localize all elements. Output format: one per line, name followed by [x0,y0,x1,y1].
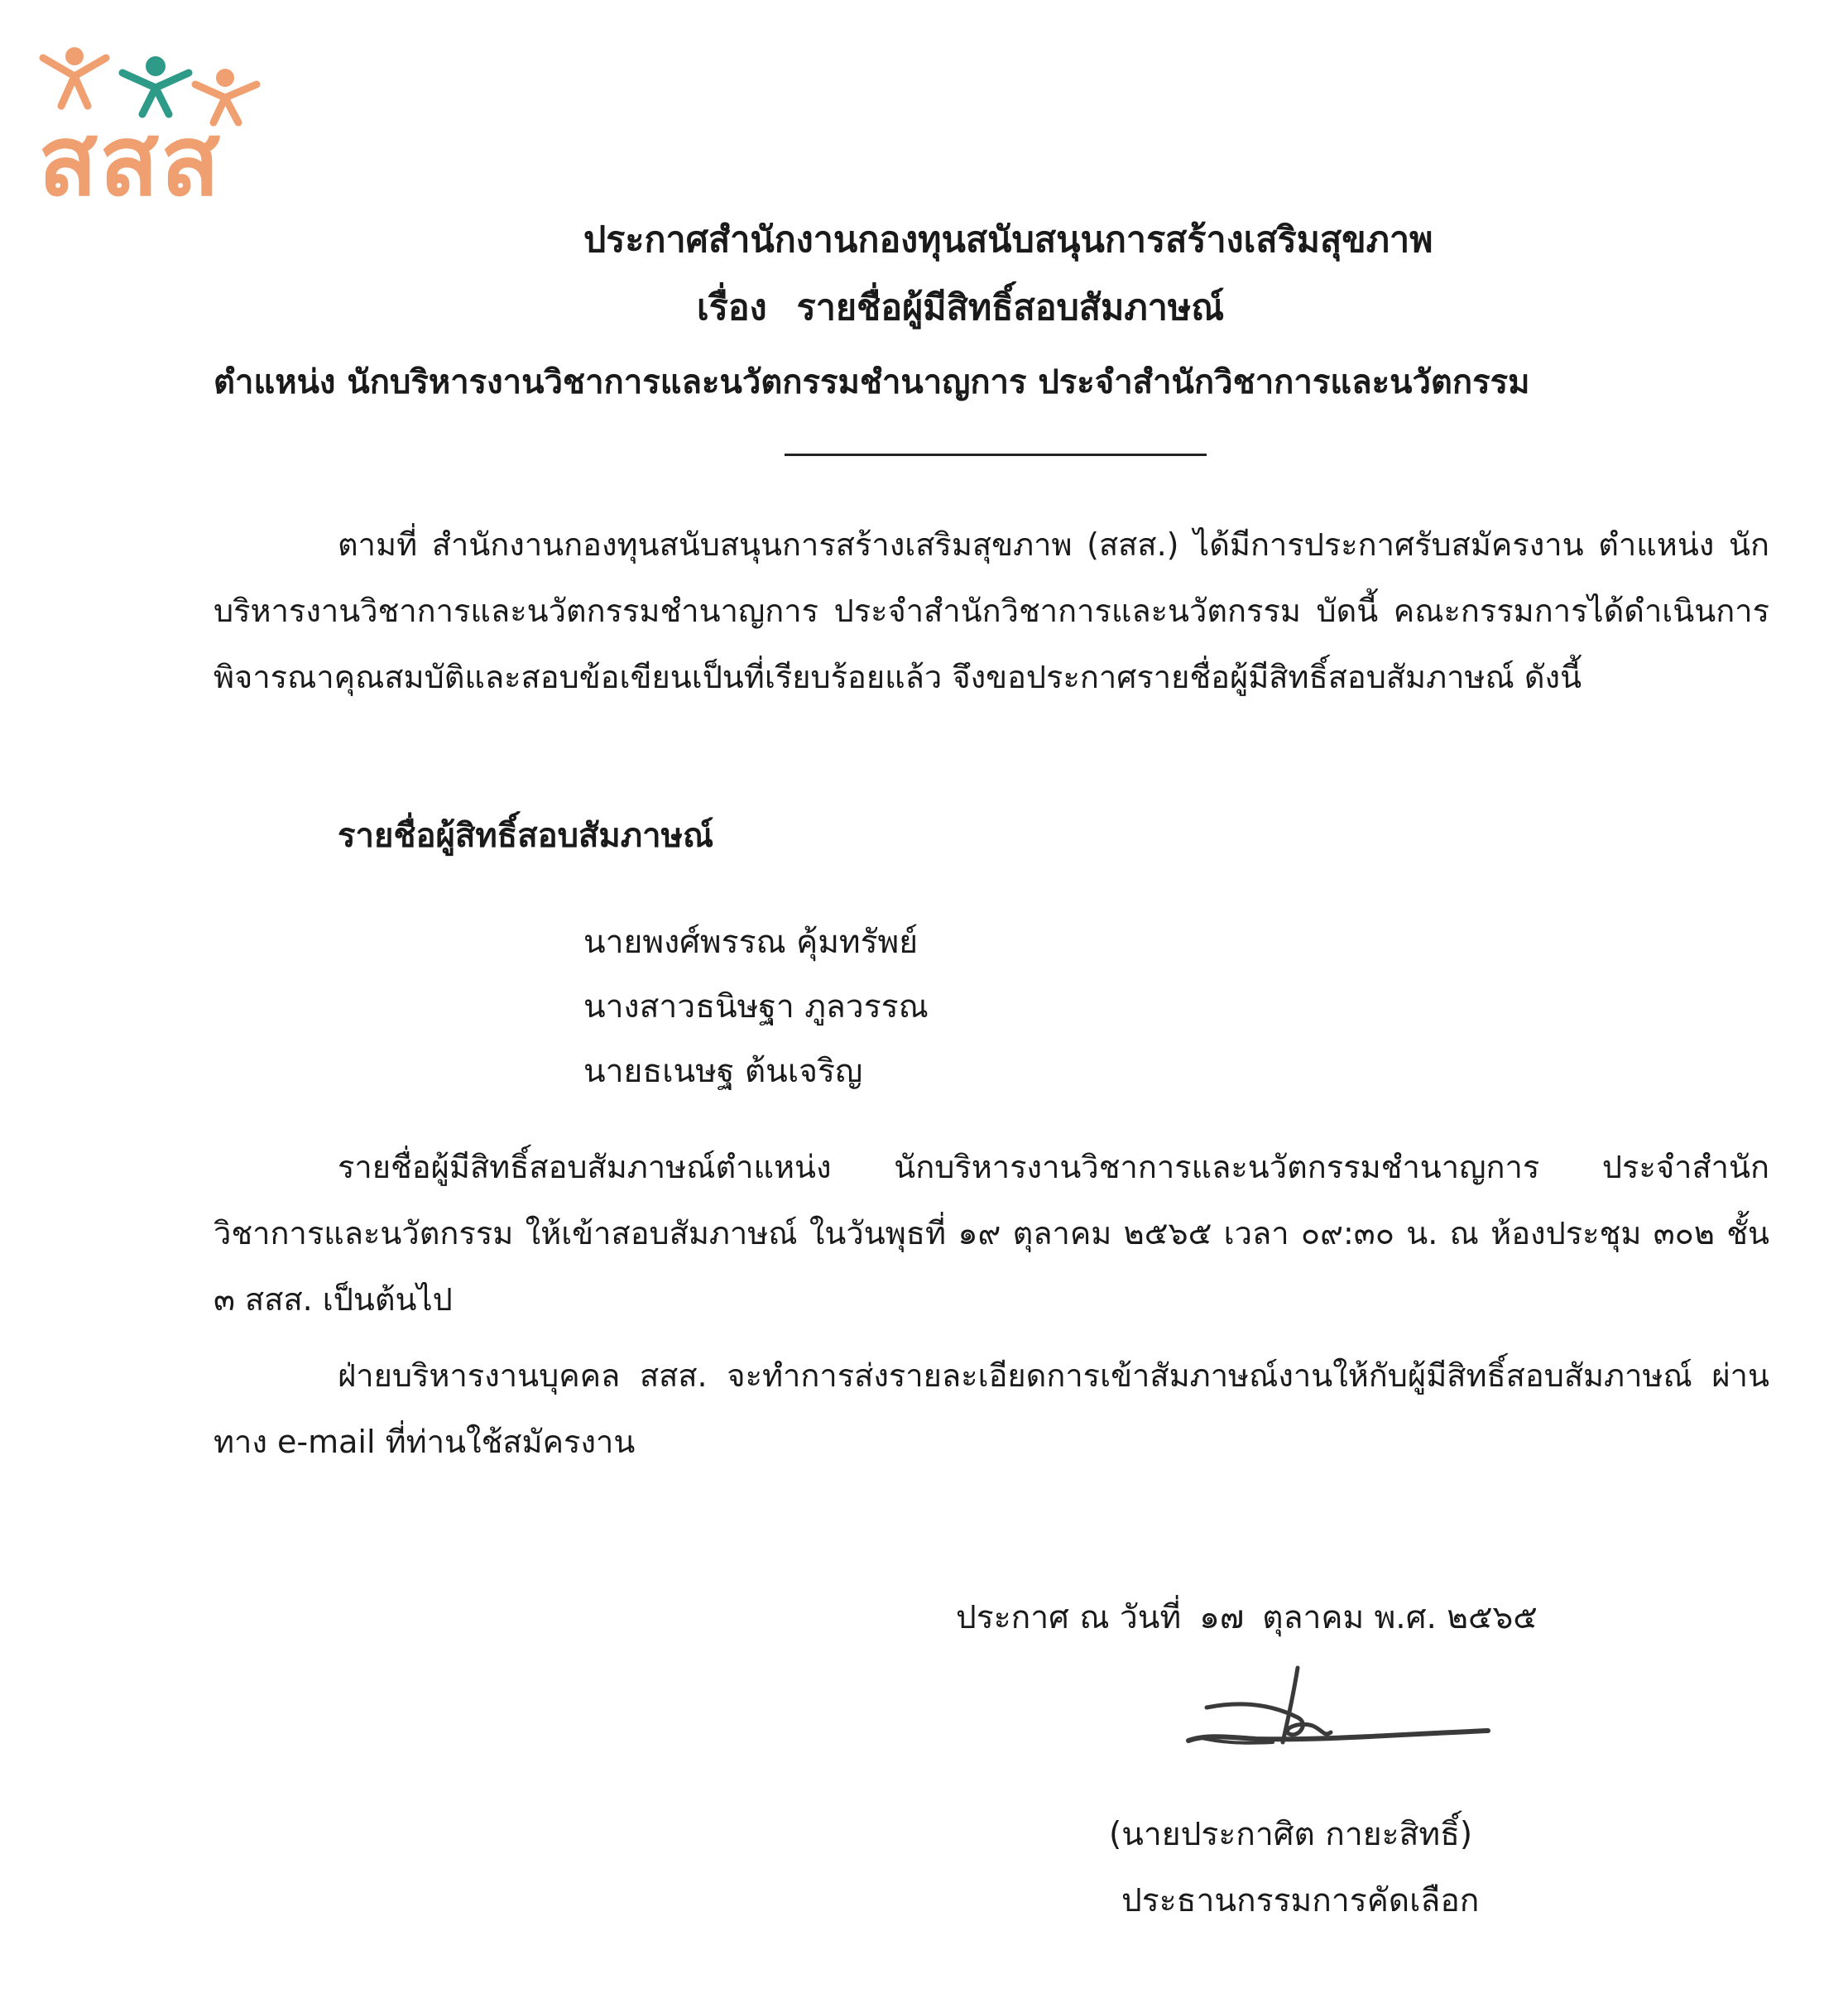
subject-label: เรื่อง [697,287,767,329]
logo-wordmark: สสส [38,103,223,207]
intro-paragraph: ตามที่ สำนักงานกองทุนสนับสนุนการสร้างเสริมสุขภาพ (สสส.) ได้มีการประกาศรับสมัครงาน ตำแหน่ง นักบริหารงานวิชาการและนวัตกรรมชำนาญการ ประจำสำนักวิชาการและนวัตกรรม บัดนี้ คณะกรรมการได้ดำเนินการพิจารณาคุณสมบัติและสอบข้อเขียนเป็นที่เรียบร้อยแล้ว จึงขอประกาศรายชื่อผู้มีสิทธิ์สอบสัมภาษณ์ ดังนี้ [214,526,1769,695]
email-notice-paragraph: ฝ่ายบริหารงานบุคคล สสส. จะทำการส่งรายละเอียดการเข้าสัมภาษณ์งานให้กับผู้มีสิทธิ์สอบสัมภาษณ์ ผ่านทาง e-mail ที่ท่านใช้สมัครงาน [214,1357,1769,1460]
title-line-subject [697,279,1224,337]
signer-name: (นายประกาศิต กายะสิทธิ์) [1109,1816,1473,1853]
interview-schedule-paragraph: รายชื่อผู้มีสิทธิ์สอบสัมภาษณ์ตำแหน่ง นักบริหารงานวิชาการและนวัตกรรมชำนาญการ ประจำสำนักวิชาการและนวัตกรรม ให้เข้าสอบสัมภาษณ์ ในวันพุธที่ ๑๙ ตุลาคม ๒๕๖๕ เวลา ๐๙:๓๐ น. ณ ห้องประชุม ๓๐๒ ชั้น ๓ สสส. เป็นต้นไป [214,1149,1769,1318]
date-prefix: ประกาศ ณ วันที่ [956,1599,1182,1636]
candidate-list [583,910,929,1104]
title-line-organization: ประกาศสำนักงานกองทุนสนับสนุนการสร้างเสริมสุขภาพ [583,219,1433,261]
title-line-position: ตำแหน่ง นักบริหารงานวิชาการและนวัตกรรมชำนาญการ ประจำสำนักวิชาการและนวัตกรรม [214,363,1530,401]
list-item: นายธเนษฐ ต้นเจริญ [583,1053,863,1090]
subject-text: รายชื่อผู้มีสิทธิ์สอบสัมภาษณ์ [796,287,1225,329]
signer-position: ประธานกรรมการคัดเลือก [1121,1882,1480,1919]
candidate-list-heading: รายชื่อผู้สิทธิ์สอบสัมภาษณ์ [338,817,714,855]
title-divider [785,454,1207,456]
date-month-year: ตุลาคม พ.ศ. ๒๕๖๕ [1262,1599,1538,1636]
list-item: นางสาวธนิษฐา ภูลวรรณ [583,988,929,1026]
thaihealth-logo [33,25,314,207]
list-item: นายพงศ์พรรณ คุ้มทรัพย์ [583,924,919,961]
date-day: ๑๗ [1199,1599,1245,1636]
handwritten-signature [1174,1651,1505,1767]
announcement-date [956,1589,1538,1647]
